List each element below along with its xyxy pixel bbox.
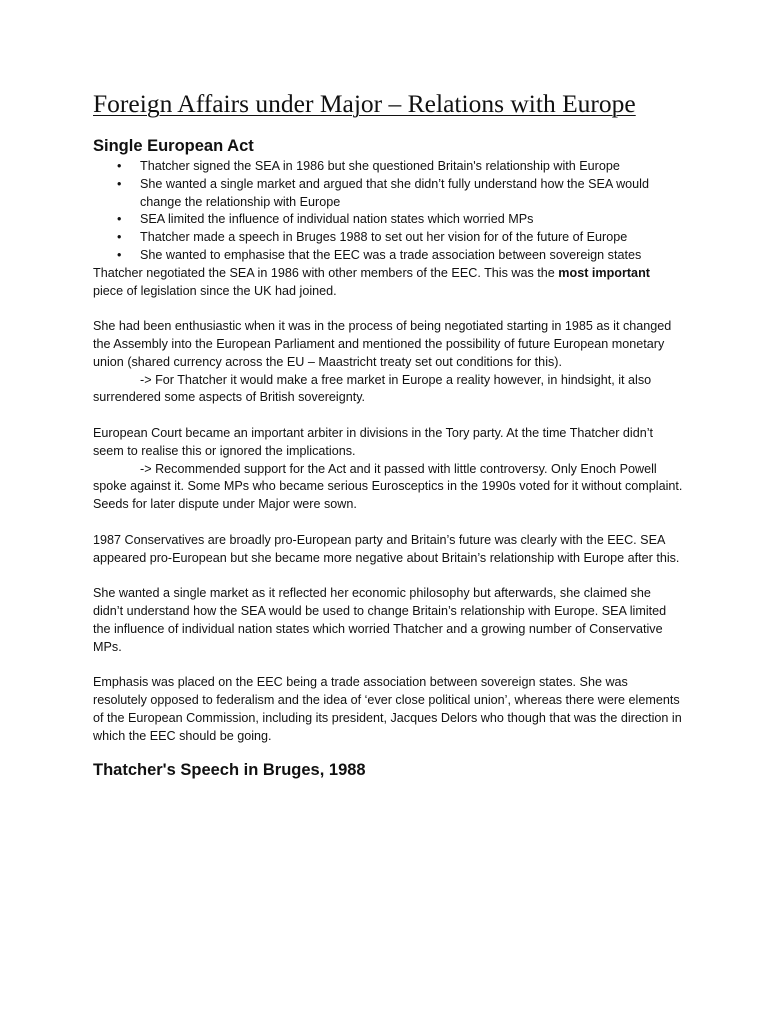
list-item	[93, 176, 683, 212]
bullet-icon: •	[117, 230, 122, 245]
list-item	[93, 247, 683, 265]
paragraph-text: European Court became an important arbiter in divisions in the Tory party. At the time Thatcher didn’t seem to realise this or ignored the implications.	[93, 425, 654, 458]
paragraph-enthusiastic	[93, 318, 683, 407]
paragraph-text: She had been enthusiastic when it was in the process of being negotiated starting in 1985 as it changed the Assembly into the European Parliament and mentioned the possibility of future European monetary union (shared currency across the EU – Maastricht treaty set out conditions for this).	[93, 319, 672, 369]
list-item-text: SEA limited the influence of individual nation states which worried MPs	[140, 212, 534, 227]
bullet-icon: •	[117, 176, 122, 191]
paragraph-text: piece of legislation since the UK had joined.	[93, 283, 337, 298]
paragraph-european-court	[93, 425, 683, 514]
list-item-text: She wanted a single market and argued that she didn’t fully understand how the SEA would change the relationship with Europe	[140, 176, 649, 209]
paragraph-text: For Thatcher it would make a free market in Europe a reality however, in hindsight, it also surrendered some aspects of British sovereignty.	[93, 372, 652, 405]
list-item-text: She wanted to emphasise that the EEC was a trade association between sovereign states	[140, 247, 642, 262]
arrow-marker: ->	[140, 461, 156, 476]
paragraph-text: Thatcher negotiated the SEA in 1986 with other members of the EEC. This was the	[93, 265, 559, 280]
list-item-text: Thatcher signed the SEA in 1986 but she questioned Britain's relationship with Europe	[140, 159, 620, 173]
paragraph-text: Recommended support for the Act and it passed with little controversy. Only Enoch Powell spoke against it. Some MPs who became serious Eurosceptics in the 1990s voted for it without complaint. Seeds for later dispute under Major were sown.	[93, 461, 683, 512]
paragraph-1987-conservatives: 1987 Conservatives are broadly pro-European party and Britain’s future was clearly with the EEC. SEA appeared pro-European but she became more negative about Britain’s relationship with Europe after this.	[93, 532, 680, 565]
section-heading-bruges-speech: Thatcher's Speech in Bruges, 1988	[93, 761, 366, 780]
paragraph-emphasis-trade-association: Emphasis was placed on the EEC being a trade association between sovereign states. She was resolutely opposed to federalism and the idea of ‘ever close political union’, whereas there were elements of the European Commission, including its president, Jacques Delors who though that was the direction in which the EEC should be going.	[93, 675, 682, 743]
list-item	[93, 229, 683, 247]
list-item	[93, 158, 683, 176]
bullet-list	[93, 158, 683, 265]
paragraph-single-market: She wanted a single market as it reflected her economic philosophy but afterwards, she claimed she didn’t understand how the SEA would be used to change Britain’s relationship with Europe. SEA limited the influence of individual nation states which worried Thatcher and a growing number of Conservative MPs.	[93, 586, 667, 654]
paragraph-sea-negotiated	[93, 265, 683, 301]
list-item	[93, 211, 683, 229]
bullet-icon: •	[117, 247, 122, 262]
document-page	[93, 88, 683, 781]
arrow-marker: ->	[140, 372, 156, 387]
section-heading-single-european-act: Single European Act	[93, 137, 254, 155]
emphasis-text: most important	[558, 265, 650, 280]
bullet-icon: •	[117, 212, 122, 227]
bullet-icon: •	[117, 159, 122, 173]
list-item-text: Thatcher made a speech in Bruges 1988 to set out her vision for of the future of Europe	[140, 230, 628, 245]
document-title: Foreign Affairs under Major – Relations with Europe	[93, 89, 636, 118]
